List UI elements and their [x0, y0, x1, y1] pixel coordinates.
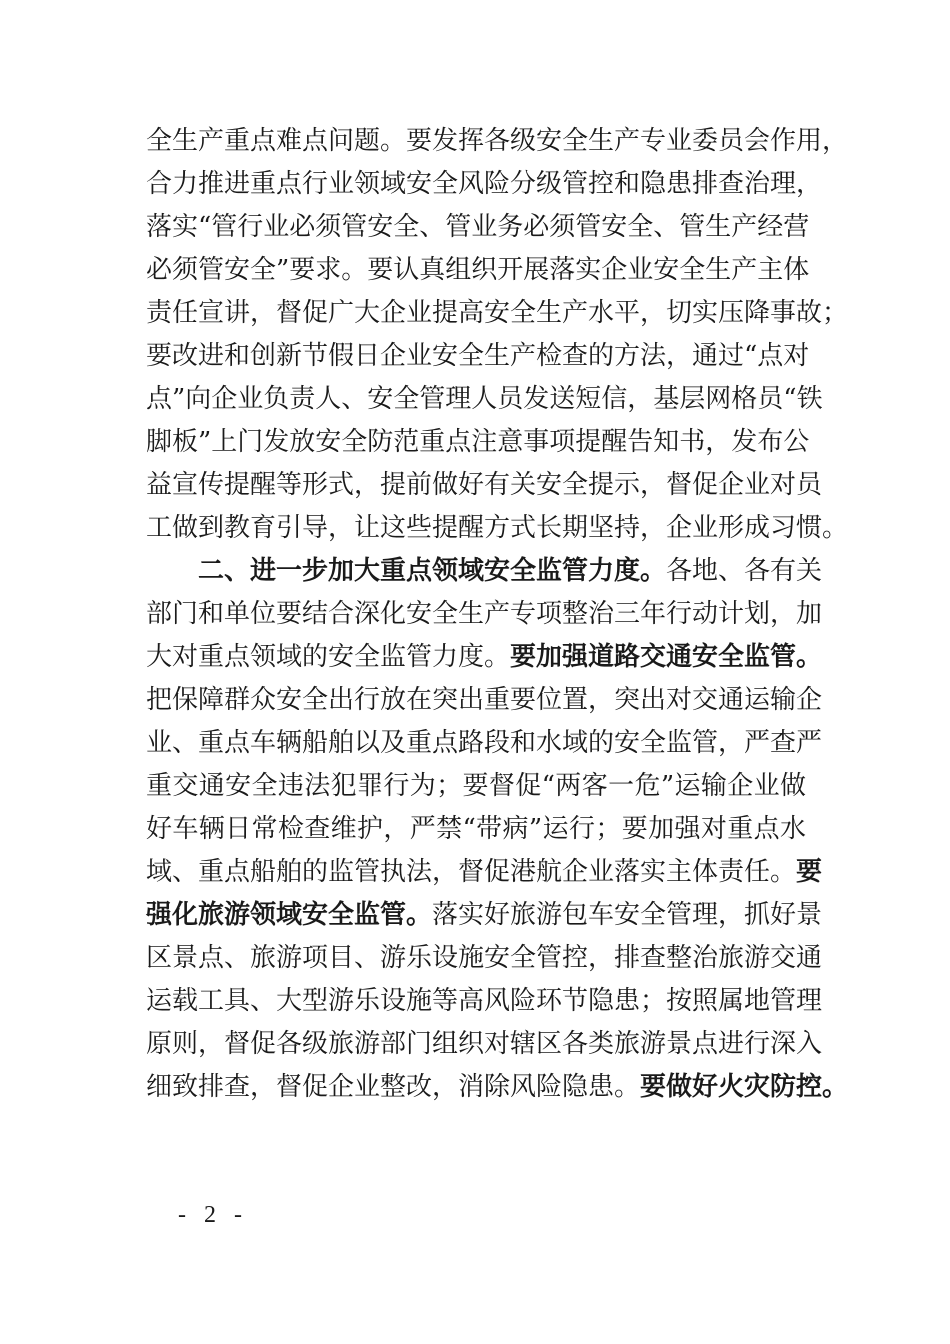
text-line-10	[146, 507, 849, 550]
text-line-20	[146, 937, 823, 980]
text-line-22	[146, 1023, 823, 1066]
text-line-7	[146, 378, 823, 421]
text-segment: 要改进和创新节假日企业安全生产检查的方法，通过“点对	[146, 341, 810, 371]
text-line-16	[146, 765, 806, 808]
text-segment: 工做到教育引导，让这些提醒方式长期坚持，企业形成习惯。	[146, 513, 849, 543]
text-segment: 必须管安全”要求。要认真组织开展落实企业安全生产主体	[146, 255, 810, 285]
text-line-12	[146, 593, 823, 636]
text-line-21	[146, 980, 823, 1023]
text-segment: 部门和单位要结合深化安全生产专项整治三年行动计划，加	[146, 599, 823, 629]
text-line-8	[146, 421, 810, 464]
text-line-2	[146, 163, 823, 206]
body-text	[146, 120, 849, 1109]
text-segment: 全生产重点难点问题。要发挥各级安全生产专业委员会作用，	[146, 126, 849, 156]
text-segment: 大对重点领域的安全监管力度。	[146, 642, 511, 672]
text-line-9	[146, 464, 823, 507]
text-segment: 业、重点车辆船舶以及重点路段和水域的安全监管，严查严	[146, 728, 823, 758]
page-number: - 2 -	[178, 1202, 248, 1228]
text-segment: 益宣传提醒等形式，提前做好有关安全提示，督促企业对员	[146, 470, 823, 500]
text-segment: 把保障群众安全出行放在突出重要位置，突出对交通运输企	[146, 685, 823, 715]
text-line-15	[146, 722, 823, 765]
subheading-road-traffic: 要加强道路交通安全监管。	[510, 642, 823, 672]
text-line-18	[146, 851, 823, 894]
text-segment: 点”向企业负责人、安全管理人员发送短信，基层网格员“铁	[146, 384, 823, 414]
subheading-fire-prevention: 要做好火灾防控。	[640, 1072, 849, 1102]
text-segment: 细致排查，督促企业整改，消除风险隐患。	[146, 1072, 641, 1102]
text-segment: 落实“管行业必须管安全、管业务必须管安全、管生产经营	[146, 212, 810, 242]
text-segment: 脚板”上门发放安全防范重点注意事项提醒告知书，发布公	[146, 427, 810, 457]
text-line-1	[146, 120, 849, 163]
text-line-19	[146, 894, 823, 937]
text-line-23	[146, 1066, 849, 1109]
section-heading-line	[146, 550, 823, 593]
text-segment: 责任宣讲，督促广大企业提高安全生产水平，切实压降事故；	[146, 298, 849, 328]
text-line-6	[146, 335, 810, 378]
text-segment: 合力推进重点行业领域安全风险分级管控和隐患排查治理，	[146, 169, 823, 199]
subheading-tourism-start: 要	[796, 857, 823, 887]
text-segment: 原则，督促各级旅游部门组织对辖区各类旅游景点进行深入	[146, 1029, 823, 1059]
text-segment: 好车辆日常检查维护，严禁“带病”运行；要加强对重点水	[146, 814, 806, 844]
text-segment: 落实好旅游包车安全管理，抓好景	[432, 900, 823, 930]
text-line-4	[146, 249, 810, 292]
text-segment: 运载工具、大型游乐设施等高风险环节隐患；按照属地管理	[146, 986, 823, 1016]
text-line-17	[146, 808, 806, 851]
text-line-14	[146, 679, 823, 722]
text-line-5	[146, 292, 849, 335]
section-heading: 二、进一步加大重点领域安全监管力度。	[198, 556, 667, 586]
text-segment: 各地、各有关	[666, 556, 823, 586]
text-line-3	[146, 206, 810, 249]
text-segment: 区景点、旅游项目、游乐设施安全管控，排查整治旅游交通	[146, 943, 823, 973]
text-segment: 重交通安全违法犯罪行为；要督促“两客一危”运输企业做	[146, 771, 806, 801]
text-segment: 域、重点船舶的监管执法，督促港航企业落实主体责任。	[146, 857, 797, 887]
subheading-tourism: 强化旅游领域安全监管。	[146, 900, 433, 930]
text-line-13	[146, 636, 823, 679]
